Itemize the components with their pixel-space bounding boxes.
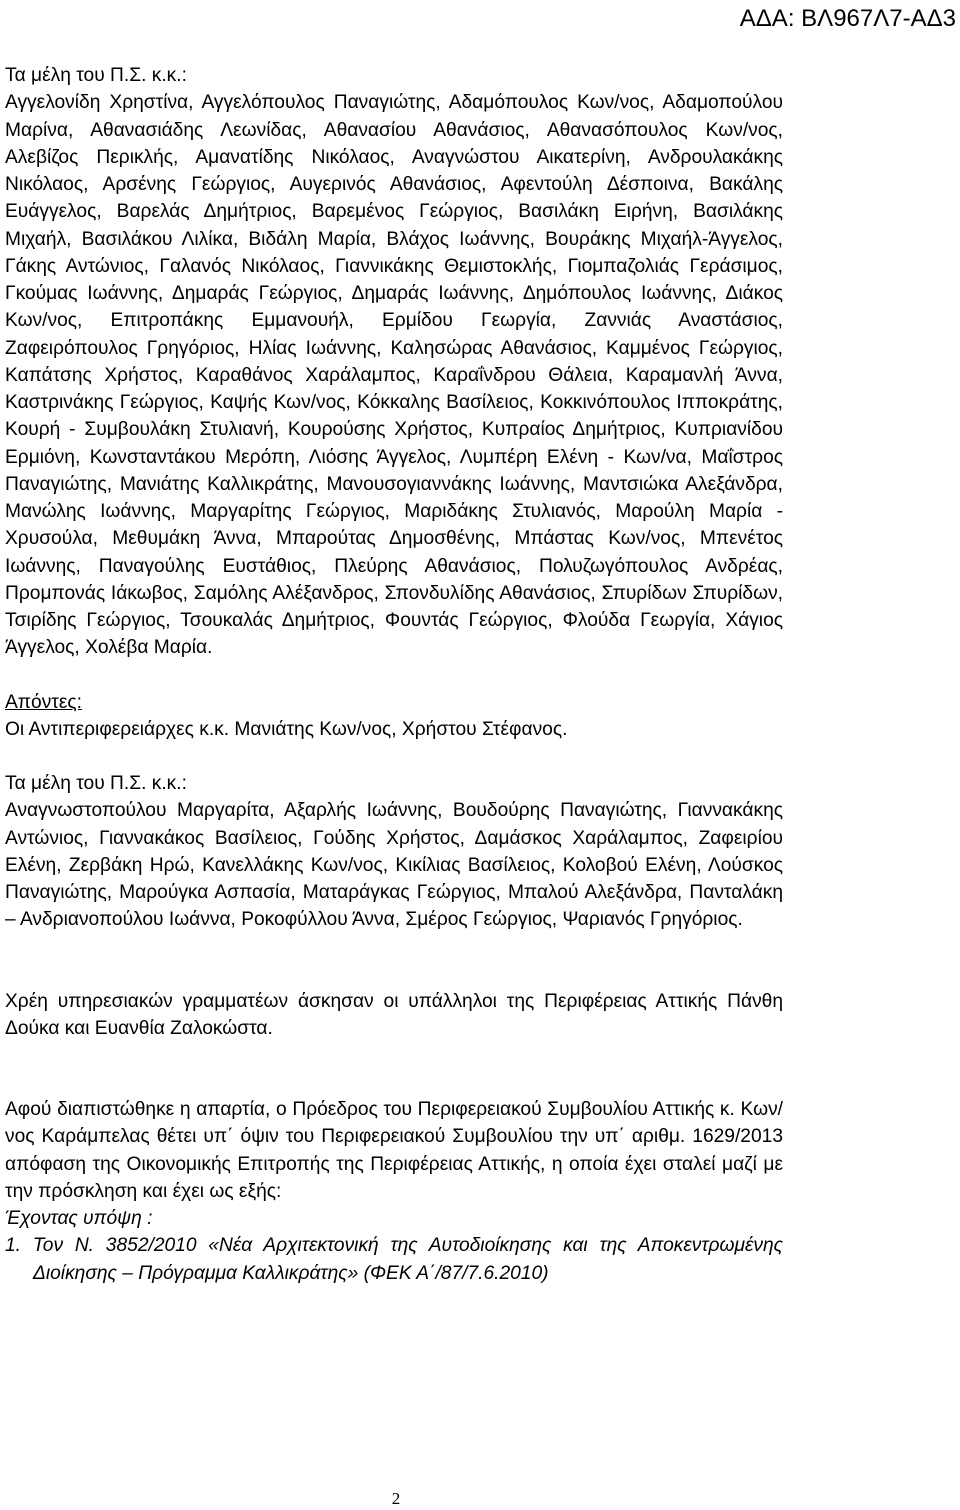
present-members-list: Αγγελονίδη Χρηστίνα, Αγγελόπουλος Παναγιώτης, Αδαμόπουλος Κων/νος, Αδαμοπούλου Μαρίνα, Αθανασιάδης Λεωνίδας, Αθανασίου Αθανάσιος, Αθανασόπουλος Κων/νος, Αλεβίζος Περικλής, Αμανατίδης Νικόλαος, Αναγνώστου Αικατερίνη, Ανδρουλακάκης Νικόλαος, Αρσένης Γεώργιος, Αυγερινός Αθανάσιος, Αφεντούλη Δέσποινα, Βακάλης Ευάγγελος, Βαρελάς Δημήτριος, Βαρεμένος Γεώργιος, Βασιλάκη Ειρήνη, Βασιλάκης Μιχαήλ, Βασιλάκου Λιλίκα, Βιδάλη Μαρία, Βλάχος Ιωάννης, Βουράκης Μιχαήλ-Άγγελος, Γάκης Αντώνιος, Γαλανός Νικόλαος, Γιαννικάκης Θεμιστοκλής, Γιομπαζολιάς Γεράσιμος, Γκούμας Ιωάννης, Δημαράς Γεώργιος, Δημαράς Ιωάννης, Δημόπουλος Ιωάννης, Διάκος Κων/νος, Επιτροπάκης Εμμανουήλ, Ερμίδου Γεωργία, Ζαννιάς Αναστάσιος, Ζαφειρόπουλος Γρηγόριος, Ηλίας Ιωάννης, Καλησώρας Αθανάσιος, Καμμένος Γεώργιος, Καπάτσης Χρήστος, Καραθάνος Χαράλαμπος, Καραΐνδρου Θάλεια, Καραμανλή Άννα, Καστρινάκης Γεώργιος, Καψής Κων/νος, Κόκκαλης Βασίλειος, Κοκκινόπουλος Ιπποκράτης, Κουρή - Συμβουλάκη Στυλιανή, Κουρούσης Χρήστος, Κυπραίος Δημήτριος, Κυπριανίδου Ερμιόνη, Κωνσταντάκου Μερόπη, Λιόσης Άγγελος, Λυμπέρη Ελένη - Κων/να, Μαΐστρος Παναγιώτης, Μανιάτης Καλλικράτης, Μανουσογιαννάκης Ιωάννης, Μαντσιώκα Αλεξάνδρα, Μανώλης Ιωάννης, Μαργαρίτης Γεώργιος, Μαριδάκης Στυλιανός, Μαρούλη Μαρία - Χρυσούλα, Μεθυμάκη Άννα, Μπαρούτας Δημοσθένης, Μπάστας Κων/νος, Μπενέτος Ιωάννης, Παναγούλης Ευστάθιος, Πλεύρης Αθανάσιος, Πολυζωγόπουλος Ανδρέας, Προμπονάς Ιάκωβος, Σαμόλης Αλέξανδρος, Σπονδυλίδης Αθανάσιος, Σπυρίδων Σπυρίδων, Τσιρίδης Γεώργιος, Τσουκαλάς Δημήτριος, Φουντάς Γεώργιος, Φλούδα Γεωργία, Χάγιος Άγγελος, Χολέβα Μαρία.: [5, 92, 783, 659]
law-reference-1: 1. Τον Ν. 3852/2010 «Νέα Αρχιτεκτονική της Αυτοδιοίκησης και της Αποκεντρωμένης Διοίκησης – Πρόγραμμα Καλλικράτης» (ΦΕΚ Α΄/87/7.6.2010): [5, 1235, 783, 1284]
absent-members-title: Τα μέλη του Π.Σ. κ.κ.:: [5, 773, 187, 794]
absent-title: Απόντες:: [5, 691, 83, 713]
quorum-paragraph: Αφού διαπιστώθηκε η απαρτία, ο Πρόεδρος του Περιφερειακού Συμβουλίου Αττικής κ. Κων/νος Καράμπελας θέτει υπ΄ όψιν του Περιφερειακού Συμβουλίου την υπ΄ αριθμ. 1629/2013 απόφαση της Οικονομικής Επιτροπής της Περιφέρειας Αττικής, η οποία έχει σταλεί μαζί με την πρόσκληση και έχει ως εξής:: [5, 1099, 783, 1202]
considering-title: Έχοντας υπόψη :: [5, 1208, 153, 1229]
ada-code: ΑΔΑ: ΒΛ967Λ7-ΑΔ3: [739, 5, 956, 32]
present-members-title: Τα μέλη του Π.Σ. κ.κ.:: [5, 65, 187, 86]
secretaries-paragraph: Χρέη υπηρεσιακών γραμματέων άσκησαν οι υπάλληλοι της Περιφέρειας Αττικής Πάνθη Δούκα και Ευανθία Ζαλοκώστα.: [5, 990, 783, 1039]
absent-members-list: Αναγνωστοπούλου Μαργαρίτα, Αξαρλής Ιωάννης, Βουδούρης Παναγιώτης, Γιαννακάκης Αντώνιος, Γιαννακάκος Βασίλειος, Γούδης Χρήστος, Δαμάσκος Χαράλαμπος, Ζαφειρίου Ελένη, Ζερβάκη Ηρώ, Κανελλάκης Κων/νος, Κικίλιας Βασίλειος, Κολοβού Ελένη, Λούσκος Παναγιώτης, Μαρούγκα Ασπασία, Ματαράγκας Γεώργιος, Μπαλού Αλεξάνδρα, Πανταλάκη – Ανδριανοπούλου Ιωάννα, Ροκοφύλλου Άννα, Σμέρος Γεώργιος, Ψαριανός Γρηγόριος.: [5, 800, 783, 931]
absent-vice-governors: Οι Αντιπεριφερειάρχες κ.κ. Μανιάτης Κων/νος, Χρήστου Στέφανος.: [5, 718, 568, 740]
document-body: [5, 62, 783, 1287]
page-number: 2: [391, 1489, 401, 1508]
